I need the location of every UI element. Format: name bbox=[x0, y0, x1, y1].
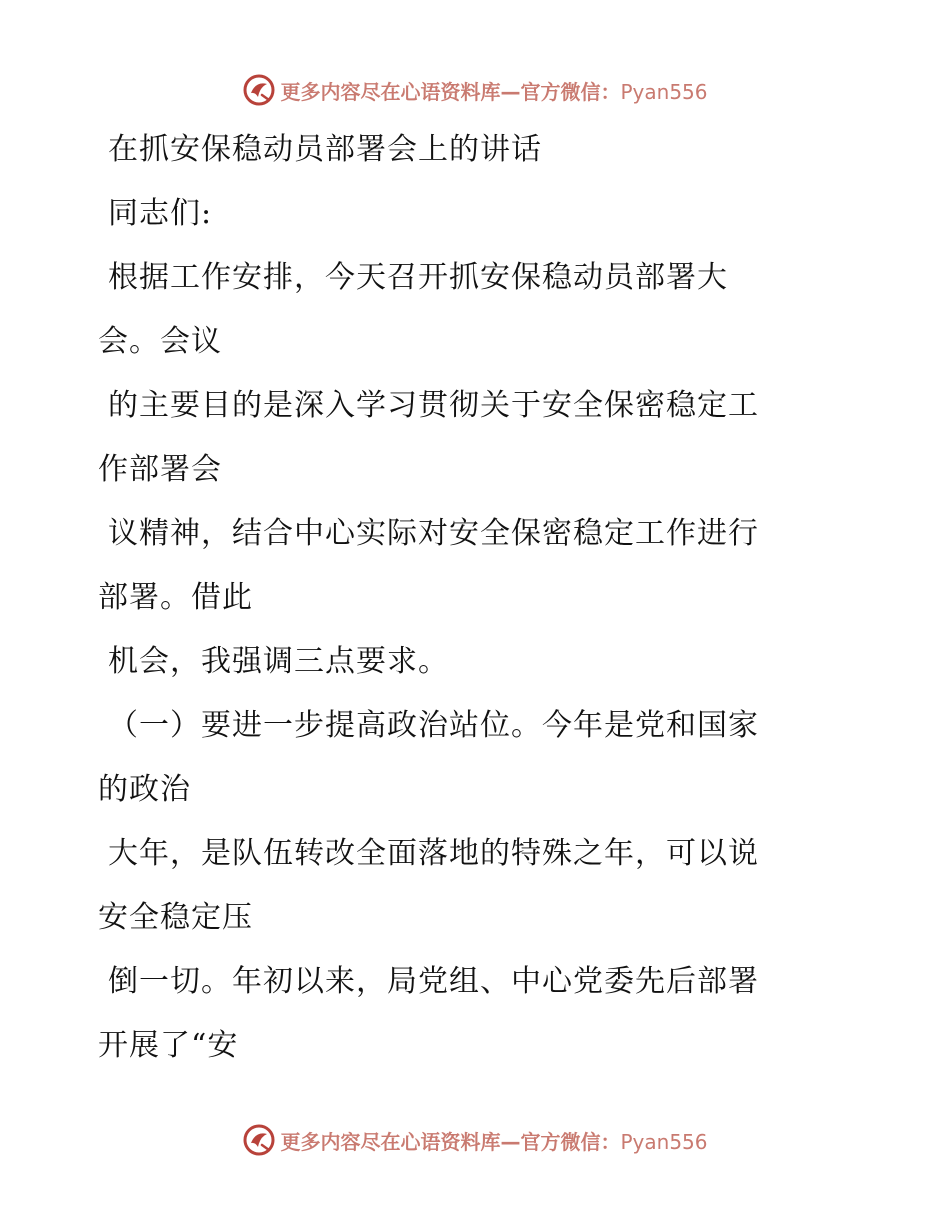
text-line: 根据工作安排，今天召开抓安保稳动员部署大 bbox=[108, 260, 728, 295]
text-line: 作部署会 bbox=[98, 452, 222, 487]
text-line: 机会，我强调三点要求。 bbox=[108, 644, 449, 679]
text-line: 部署。借此 bbox=[98, 580, 253, 615]
watermark-text: 更多内容尽在心语资料库—官方微信：Pyan556 bbox=[280, 1129, 708, 1154]
document-title: 在抓安保稳动员部署会上的讲话 bbox=[108, 132, 542, 167]
text-line: 安全稳定压 bbox=[98, 900, 253, 935]
red-swirl-logo-icon bbox=[242, 1123, 276, 1157]
text-line: （一）要进一步提高政治站位。今年是党和国家 bbox=[108, 708, 759, 743]
text-line: 开展了“安 bbox=[98, 1028, 239, 1063]
text-line: 倒一切。年初以来，局党组、中心党委先后部署 bbox=[108, 964, 759, 999]
watermark-text: 更多内容尽在心语资料库—官方微信：Pyan556 bbox=[280, 79, 708, 104]
footer-watermark bbox=[0, 1120, 950, 1160]
text-line: 的政治 bbox=[98, 772, 191, 807]
text-line: 会。会议 bbox=[98, 324, 222, 359]
header-watermark bbox=[0, 70, 950, 110]
text-line: 大年，是队伍转改全面落地的特殊之年，可以说 bbox=[108, 836, 759, 871]
document-body bbox=[98, 118, 838, 1078]
text-line: 同志们: bbox=[108, 196, 213, 231]
text-line: 的主要目的是深入学习贯彻关于安全保密稳定工 bbox=[108, 388, 759, 423]
watermark-handle: Pyan556 bbox=[620, 1129, 708, 1154]
text-line: 议精神，结合中心实际对安全保密稳定工作进行 bbox=[108, 516, 759, 551]
watermark-handle: Pyan556 bbox=[620, 79, 708, 104]
red-swirl-logo-icon bbox=[242, 73, 276, 107]
